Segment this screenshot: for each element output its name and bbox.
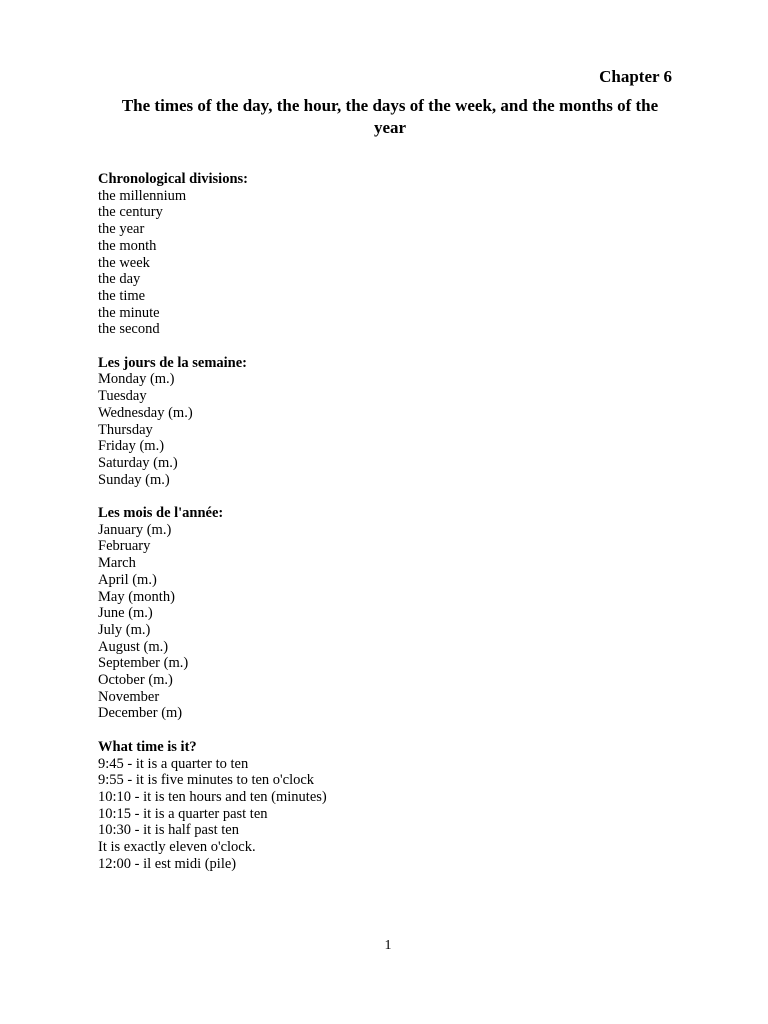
list-item: September (m.) (98, 655, 189, 672)
section-heading: Les mois de l'année: (98, 505, 224, 522)
list-item: December (m) (98, 705, 183, 722)
list-item: Wednesday (m.) (98, 404, 193, 421)
list-item: 10:10 - it is ten hours and ten (minutes) (98, 788, 327, 805)
section-list (98, 371, 658, 488)
section-heading: What time is it? (98, 738, 197, 755)
list-item: November (98, 688, 160, 705)
page-title: The times of the day, the hour, the days of the week, and the months of the year (121, 96, 659, 137)
list-item: Friday (m.) (98, 438, 165, 455)
list-item: Sunday (m.) (98, 471, 170, 488)
list-item: Tuesday (98, 388, 147, 405)
list-item: July (m.) (98, 621, 151, 638)
list-item: 10:15 - it is a quarter past ten (98, 805, 268, 822)
section (98, 739, 658, 873)
list-item: the millennium (98, 187, 187, 204)
section-list (98, 756, 658, 873)
list-item: the time (98, 287, 146, 304)
section-heading: Chronological divisions: (98, 171, 248, 187)
list-item: January (m.) (98, 521, 172, 538)
list-item: the day (98, 271, 141, 288)
list-item: Saturday (m.) (98, 454, 178, 471)
list-item: 9:55 - it is five minutes to ten o'clock (98, 772, 315, 789)
chapter-label: Chapter 6 (599, 67, 672, 86)
list-item: 9:45 - it is a quarter to ten (98, 755, 249, 772)
list-item: February (98, 538, 151, 555)
list-item: 12:00 - il est midi (pile) (98, 855, 237, 872)
list-item: 10:30 - it is half past ten (98, 822, 239, 839)
document-body (98, 171, 658, 889)
list-item: October (m.) (98, 672, 173, 689)
list-item: Thursday (98, 421, 153, 438)
list-item: It is exactly eleven o'clock. (98, 839, 256, 856)
list-item: the week (98, 254, 150, 271)
list-item: the year (98, 221, 145, 238)
list-item: the second (98, 321, 160, 338)
list-item: the month (98, 237, 157, 254)
list-item: June (m.) (98, 605, 153, 622)
section-list (98, 188, 658, 338)
list-item: March (98, 555, 136, 572)
list-item: the minute (98, 304, 160, 321)
list-item: April (m.) (98, 571, 157, 588)
list-item: Monday (m.) (98, 371, 175, 388)
list-item: May (month) (98, 588, 175, 605)
list-item: August (m.) (98, 638, 169, 655)
list-item: the century (98, 204, 163, 221)
section (98, 355, 658, 489)
page-number: 1 (384, 938, 392, 953)
section (98, 171, 658, 338)
section (98, 505, 658, 722)
section-heading: Les jours de la semaine: (98, 354, 248, 371)
section-list (98, 522, 658, 722)
